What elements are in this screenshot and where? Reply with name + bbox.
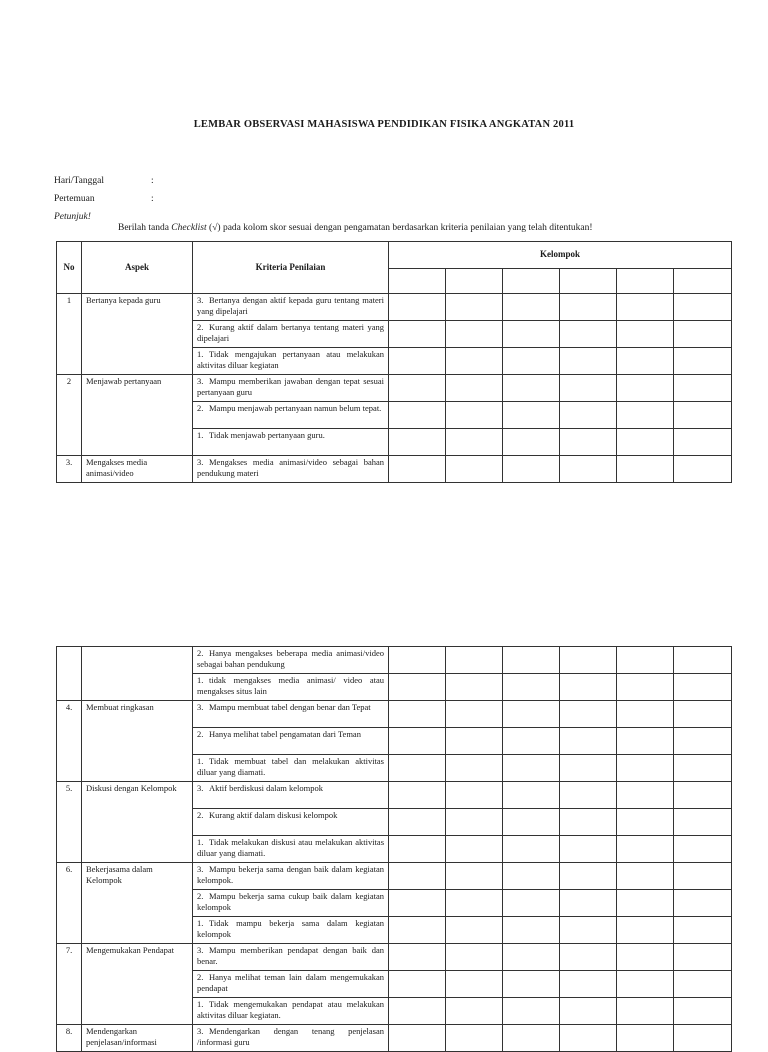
score-checkbox-cell[interactable] <box>389 971 446 998</box>
column-header-no: No <box>57 242 82 294</box>
criteria-text: Tidak menjawab pertanyaan guru. <box>209 430 325 440</box>
aspek-cell: Diskusi dengan Kelompok <box>82 782 193 863</box>
score-checkbox-cell[interactable] <box>446 402 503 429</box>
criteria-text: Hanya melihat teman lain dalam mengemukakan pendapat <box>197 972 384 993</box>
row-number: 4. <box>57 701 82 782</box>
score-checkbox-cell[interactable] <box>674 348 732 375</box>
criteria-text: Tidak membuat tabel dan melakukan aktivitas diluar yang diamati. <box>197 756 384 777</box>
score-checkbox-cell[interactable] <box>503 429 560 456</box>
score-checkbox-cell[interactable] <box>446 375 503 402</box>
score-checkbox-cell[interactable] <box>617 944 674 971</box>
criteria-text: Aktif berdiskusi dalam kelompok <box>209 783 324 793</box>
score-checkbox-cell[interactable] <box>560 944 617 971</box>
column-header-kelompok: Kelompok <box>389 242 732 269</box>
score-checkbox-cell[interactable] <box>617 809 674 836</box>
criteria-cell <box>193 998 389 1025</box>
table-row <box>57 701 732 728</box>
criteria-score: 1. <box>197 837 204 847</box>
score-checkbox-cell[interactable] <box>389 674 446 701</box>
criteria-score: 2. <box>197 810 204 820</box>
criteria-cell <box>193 755 389 782</box>
score-checkbox-cell[interactable] <box>503 782 560 809</box>
score-checkbox-cell[interactable] <box>560 863 617 890</box>
field-separator: : <box>151 194 154 204</box>
score-checkbox-cell[interactable] <box>389 348 446 375</box>
criteria-cell <box>193 809 389 836</box>
aspek-cell: Menjawab pertanyaan <box>82 375 193 456</box>
score-checkbox-cell[interactable] <box>446 348 503 375</box>
criteria-cell <box>193 1025 389 1052</box>
score-checkbox-cell[interactable] <box>389 890 446 917</box>
score-checkbox-cell[interactable] <box>389 701 446 728</box>
score-checkbox-cell[interactable] <box>389 755 446 782</box>
score-checkbox-cell[interactable] <box>617 294 674 321</box>
score-checkbox-cell[interactable] <box>560 755 617 782</box>
score-checkbox-cell[interactable] <box>503 890 560 917</box>
score-checkbox-cell[interactable] <box>446 755 503 782</box>
score-checkbox-cell[interactable] <box>503 674 560 701</box>
criteria-score: 2. <box>197 972 204 982</box>
criteria-text: Mampu memberikan jawaban dengan tepat sesuai pertanyaan guru <box>197 376 384 397</box>
score-checkbox-cell[interactable] <box>674 890 732 917</box>
score-checkbox-cell[interactable] <box>503 755 560 782</box>
row-number: 5. <box>57 782 82 863</box>
score-checkbox-cell[interactable] <box>617 321 674 348</box>
score-checkbox-cell[interactable] <box>389 429 446 456</box>
aspek-cell: Mengakses media animasi/video <box>82 456 193 483</box>
score-checkbox-cell[interactable] <box>446 782 503 809</box>
score-checkbox-cell[interactable] <box>617 1025 674 1052</box>
criteria-cell <box>193 971 389 998</box>
kelompok-subcolumn <box>674 269 732 294</box>
criteria-text: Mampu menjawab pertanyaan namun belum tepat. <box>209 403 382 413</box>
row-number: 3. <box>57 456 82 483</box>
criteria-text: Tidak melakukan diskusi atau melakukan aktivitas diluar yang diamati. <box>197 837 384 858</box>
criteria-text: Mampu membuat tabel dengan benar dan Tepat <box>209 702 371 712</box>
score-checkbox-cell[interactable] <box>617 348 674 375</box>
criteria-score: 3. <box>197 295 204 305</box>
column-header-aspek: Aspek <box>82 242 193 294</box>
criteria-cell <box>193 348 389 375</box>
score-checkbox-cell[interactable] <box>560 728 617 755</box>
score-checkbox-cell[interactable] <box>560 836 617 863</box>
score-checkbox-cell[interactable] <box>617 402 674 429</box>
score-checkbox-cell[interactable] <box>674 674 732 701</box>
score-checkbox-cell[interactable] <box>674 375 732 402</box>
score-checkbox-cell[interactable] <box>560 917 617 944</box>
criteria-cell <box>193 375 389 402</box>
kelompok-subcolumn <box>503 269 560 294</box>
score-checkbox-cell[interactable] <box>389 782 446 809</box>
criteria-text: tidak mengakses media animasi/ video atau mengakses situs lain <box>197 675 384 696</box>
table-row <box>57 647 732 674</box>
score-checkbox-cell[interactable] <box>617 375 674 402</box>
score-checkbox-cell[interactable] <box>503 1025 560 1052</box>
criteria-score: 1. <box>197 430 204 440</box>
observation-table-page-1 <box>56 241 732 483</box>
score-checkbox-cell[interactable] <box>503 375 560 402</box>
criteria-score: 1. <box>197 756 204 766</box>
score-checkbox-cell[interactable] <box>560 971 617 998</box>
criteria-cell <box>193 674 389 701</box>
kelompok-subcolumn <box>389 269 446 294</box>
score-checkbox-cell[interactable] <box>446 321 503 348</box>
score-checkbox-cell[interactable] <box>446 294 503 321</box>
aspek-cell: Mendengarkan penjelasan/informasi <box>82 1025 193 1052</box>
row-number <box>57 647 82 701</box>
score-checkbox-cell[interactable] <box>560 429 617 456</box>
score-checkbox-cell[interactable] <box>389 728 446 755</box>
score-checkbox-cell[interactable] <box>389 456 446 483</box>
score-checkbox-cell[interactable] <box>617 429 674 456</box>
criteria-text: Mampu memberikan pendapat dengan baik dan benar. <box>197 945 384 966</box>
score-checkbox-cell[interactable] <box>446 1025 503 1052</box>
criteria-text: Mampu bekerja sama dengan baik dalam kegiatan kelompok. <box>197 864 384 885</box>
score-checkbox-cell[interactable] <box>389 809 446 836</box>
score-checkbox-cell[interactable] <box>446 429 503 456</box>
score-checkbox-cell[interactable] <box>389 1025 446 1052</box>
table-row <box>57 1025 732 1052</box>
criteria-score: 3. <box>197 457 204 467</box>
score-checkbox-cell[interactable] <box>674 755 732 782</box>
score-checkbox-cell[interactable] <box>617 647 674 674</box>
field-label: Hari/Tanggal <box>54 176 104 186</box>
score-checkbox-cell[interactable] <box>617 890 674 917</box>
score-checkbox-cell[interactable] <box>503 836 560 863</box>
score-checkbox-cell[interactable] <box>389 836 446 863</box>
criteria-cell <box>193 701 389 728</box>
score-checkbox-cell[interactable] <box>674 429 732 456</box>
criteria-cell <box>193 456 389 483</box>
criteria-cell <box>193 944 389 971</box>
score-checkbox-cell[interactable] <box>389 944 446 971</box>
aspek-cell <box>82 647 193 701</box>
row-number: 7. <box>57 944 82 1025</box>
score-checkbox-cell[interactable] <box>389 647 446 674</box>
score-checkbox-cell[interactable] <box>389 321 446 348</box>
score-checkbox-cell[interactable] <box>503 321 560 348</box>
score-checkbox-cell[interactable] <box>446 890 503 917</box>
score-checkbox-cell[interactable] <box>674 701 732 728</box>
table-row <box>57 375 732 402</box>
score-checkbox-cell[interactable] <box>389 402 446 429</box>
score-checkbox-cell[interactable] <box>503 917 560 944</box>
page-gap <box>0 514 768 634</box>
criteria-text: Kurang aktif dalam diskusi kelompok <box>209 810 338 820</box>
score-checkbox-cell[interactable] <box>446 701 503 728</box>
criteria-text: Hanya mengakses beberapa media animasi/video sebagai bahan pendukung <box>197 648 384 669</box>
criteria-score: 3. <box>197 702 204 712</box>
score-checkbox-cell[interactable] <box>674 728 732 755</box>
table-row <box>57 863 732 890</box>
score-checkbox-cell[interactable] <box>674 1025 732 1052</box>
criteria-score: 1. <box>197 918 204 928</box>
score-checkbox-cell[interactable] <box>503 809 560 836</box>
score-checkbox-cell[interactable] <box>560 998 617 1025</box>
score-checkbox-cell[interactable] <box>560 701 617 728</box>
score-checkbox-cell[interactable] <box>446 998 503 1025</box>
score-checkbox-cell[interactable] <box>446 917 503 944</box>
criteria-cell <box>193 429 389 456</box>
criteria-cell <box>193 321 389 348</box>
field-label: Pertemuan <box>54 194 95 204</box>
score-checkbox-cell[interactable] <box>446 971 503 998</box>
score-checkbox-cell[interactable] <box>503 456 560 483</box>
score-checkbox-cell[interactable] <box>446 674 503 701</box>
score-checkbox-cell[interactable] <box>446 456 503 483</box>
criteria-text: Bertanya dengan aktif kepada guru tentang materi yang dipelajari <box>197 295 384 316</box>
document-title: LEMBAR OBSERVASI MAHASISWA PENDIDIKAN FISIKA ANGKATAN 2011 <box>193 119 575 130</box>
row-number: 2 <box>57 375 82 456</box>
criteria-score: 3. <box>197 376 204 386</box>
score-checkbox-cell[interactable] <box>617 701 674 728</box>
score-checkbox-cell[interactable] <box>446 863 503 890</box>
score-checkbox-cell[interactable] <box>617 674 674 701</box>
instruction-pre: Berilah tanda <box>118 223 172 233</box>
score-checkbox-cell[interactable] <box>389 294 446 321</box>
score-checkbox-cell[interactable] <box>560 375 617 402</box>
table-row <box>57 294 732 321</box>
petunjuk-label: Petunjuk! <box>54 212 91 222</box>
score-checkbox-cell[interactable] <box>503 944 560 971</box>
kelompok-subcolumn <box>446 269 503 294</box>
aspek-cell: Membuat ringkasan <box>82 701 193 782</box>
table-row <box>57 456 732 483</box>
score-checkbox-cell[interactable] <box>446 944 503 971</box>
criteria-text: Kurang aktif dalam bertanya tentang materi yang dipelajari <box>197 322 384 343</box>
score-checkbox-cell[interactable] <box>674 917 732 944</box>
row-number: 6. <box>57 863 82 944</box>
score-checkbox-cell[interactable] <box>617 456 674 483</box>
criteria-score: 2. <box>197 403 204 413</box>
criteria-score: 2. <box>197 891 204 901</box>
aspek-cell: Mengemukakan Pendapat <box>82 944 193 1025</box>
score-checkbox-cell[interactable] <box>560 782 617 809</box>
criteria-text: Mampu bekerja sama cukup baik dalam kegiatan kelompok <box>197 891 384 912</box>
criteria-text: Tidak mengajukan pertanyaan atau melakukan aktivitas diluar kegiatan <box>197 349 384 370</box>
score-checkbox-cell[interactable] <box>617 755 674 782</box>
instruction-post: (√) pada kolom skor sesuai dengan pengamatan berdasarkan kriteria penilaian yang telah ditentukan! <box>206 223 593 233</box>
criteria-text: Mendengarkan dengan tenang penjelasan /informasi guru <box>197 1026 384 1047</box>
score-checkbox-cell[interactable] <box>617 998 674 1025</box>
score-checkbox-cell[interactable] <box>503 701 560 728</box>
kelompok-subcolumn <box>560 269 617 294</box>
score-checkbox-cell[interactable] <box>674 456 732 483</box>
score-checkbox-cell[interactable] <box>674 863 732 890</box>
criteria-score: 2. <box>197 322 204 332</box>
score-checkbox-cell[interactable] <box>560 809 617 836</box>
score-checkbox-cell[interactable] <box>560 294 617 321</box>
score-checkbox-cell[interactable] <box>389 375 446 402</box>
score-checkbox-cell[interactable] <box>503 647 560 674</box>
score-checkbox-cell[interactable] <box>503 998 560 1025</box>
score-checkbox-cell[interactable] <box>674 809 732 836</box>
criteria-cell <box>193 890 389 917</box>
row-number: 1 <box>57 294 82 375</box>
criteria-score: 1. <box>197 349 204 359</box>
criteria-score: 1. <box>197 675 204 685</box>
score-checkbox-cell[interactable] <box>503 728 560 755</box>
score-checkbox-cell[interactable] <box>617 863 674 890</box>
score-checkbox-cell[interactable] <box>503 348 560 375</box>
score-checkbox-cell[interactable] <box>560 402 617 429</box>
criteria-score: 3. <box>197 1026 204 1036</box>
score-checkbox-cell[interactable] <box>446 836 503 863</box>
criteria-cell <box>193 647 389 674</box>
score-checkbox-cell[interactable] <box>446 728 503 755</box>
score-checkbox-cell[interactable] <box>674 782 732 809</box>
score-checkbox-cell[interactable] <box>503 294 560 321</box>
instruction-text <box>118 223 593 233</box>
criteria-score: 3. <box>197 864 204 874</box>
score-checkbox-cell[interactable] <box>560 1025 617 1052</box>
field-separator: : <box>151 176 154 186</box>
criteria-score: 2. <box>197 729 204 739</box>
kelompok-subcolumn <box>617 269 674 294</box>
criteria-cell <box>193 294 389 321</box>
score-checkbox-cell[interactable] <box>389 917 446 944</box>
criteria-cell <box>193 863 389 890</box>
score-checkbox-cell[interactable] <box>674 944 732 971</box>
score-checkbox-cell[interactable] <box>617 917 674 944</box>
score-checkbox-cell[interactable] <box>446 809 503 836</box>
score-checkbox-cell[interactable] <box>560 674 617 701</box>
score-checkbox-cell[interactable] <box>674 971 732 998</box>
score-checkbox-cell[interactable] <box>389 863 446 890</box>
score-checkbox-cell[interactable] <box>503 402 560 429</box>
criteria-cell <box>193 836 389 863</box>
score-checkbox-cell[interactable] <box>503 971 560 998</box>
column-header-kriteria: Kriteria Penilaian <box>193 242 389 294</box>
score-checkbox-cell[interactable] <box>674 647 732 674</box>
score-checkbox-cell[interactable] <box>617 728 674 755</box>
criteria-score: 3. <box>197 945 204 955</box>
score-checkbox-cell[interactable] <box>560 456 617 483</box>
score-checkbox-cell[interactable] <box>560 348 617 375</box>
table-row <box>57 782 732 809</box>
row-number: 8. <box>57 1025 82 1052</box>
score-checkbox-cell[interactable] <box>617 782 674 809</box>
criteria-cell <box>193 402 389 429</box>
score-checkbox-cell[interactable] <box>560 321 617 348</box>
criteria-cell <box>193 917 389 944</box>
criteria-score: 2. <box>197 648 204 658</box>
score-checkbox-cell[interactable] <box>674 402 732 429</box>
criteria-text: Tidak mampu bekerja sama dalam kegiatan kelompok <box>197 918 384 939</box>
criteria-text: Tidak mengemukakan pendapat atau melakukan aktivitas diluar kegiatan. <box>197 999 384 1020</box>
score-checkbox-cell[interactable] <box>674 998 732 1025</box>
score-checkbox-cell[interactable] <box>389 998 446 1025</box>
criteria-cell <box>193 782 389 809</box>
table-row <box>57 944 732 971</box>
score-checkbox-cell[interactable] <box>617 971 674 998</box>
criteria-text: Hanya melihat tabel pengamatan dari Teman <box>209 729 361 739</box>
score-checkbox-cell[interactable] <box>503 863 560 890</box>
score-checkbox-cell[interactable] <box>674 294 732 321</box>
score-checkbox-cell[interactable] <box>674 321 732 348</box>
score-checkbox-cell[interactable] <box>560 647 617 674</box>
criteria-score: 1. <box>197 999 204 1009</box>
criteria-text: Mengakses media animasi/video sebagai bahan pendukung materi <box>197 457 384 478</box>
criteria-score: 3. <box>197 783 204 793</box>
observation-table-page-2 <box>56 646 732 1052</box>
score-checkbox-cell[interactable] <box>617 836 674 863</box>
score-checkbox-cell[interactable] <box>446 647 503 674</box>
score-checkbox-cell[interactable] <box>560 890 617 917</box>
aspek-cell: Bertanya kepada guru <box>82 294 193 375</box>
instruction-checklist: Checklist <box>171 223 207 233</box>
aspek-cell: Bekerjasama dalam Kelompok <box>82 863 193 944</box>
score-checkbox-cell[interactable] <box>674 836 732 863</box>
criteria-cell <box>193 728 389 755</box>
